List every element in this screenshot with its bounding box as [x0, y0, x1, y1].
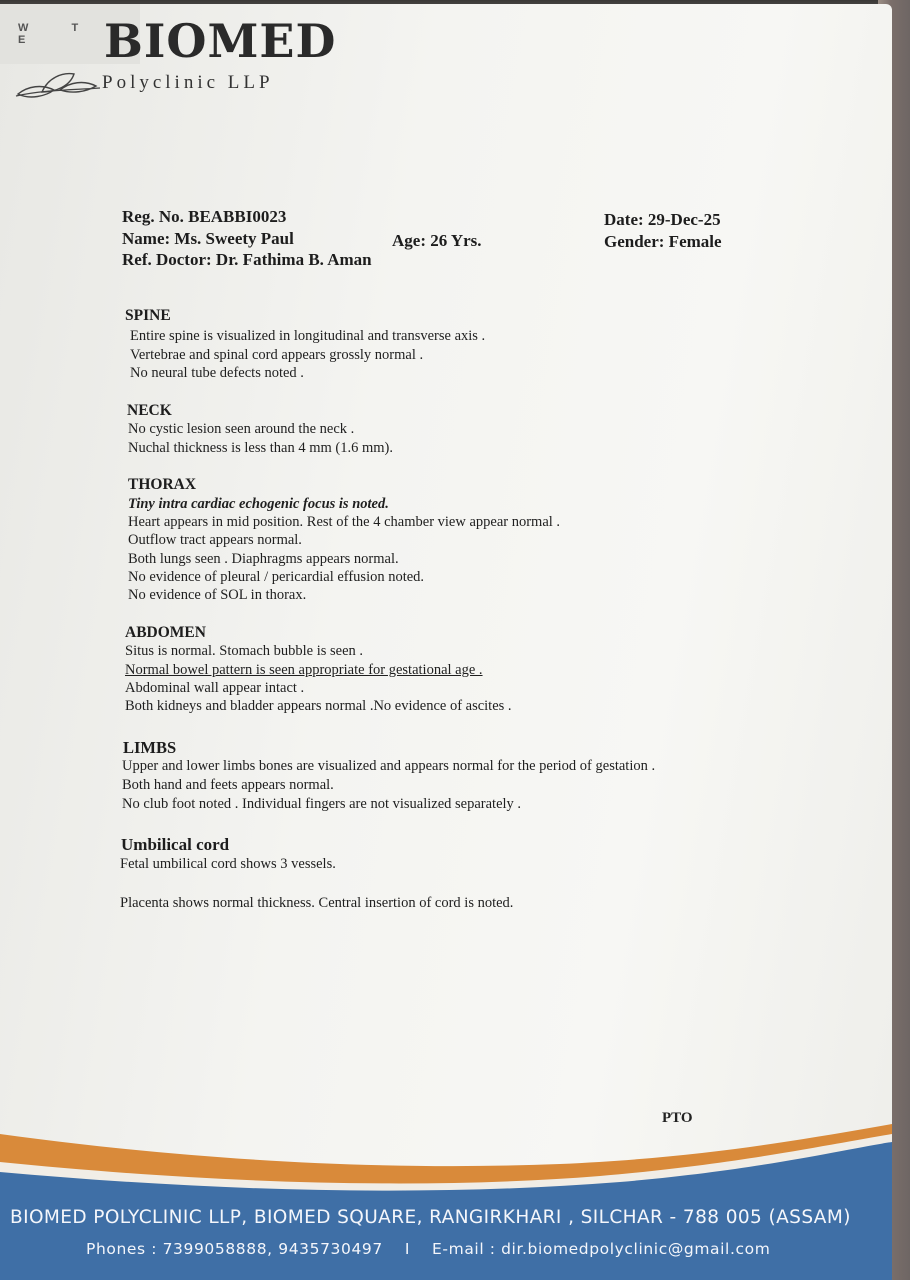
section-title-abdomen: ABDOMEN — [125, 624, 206, 641]
section-title-neck: NECK — [127, 402, 172, 419]
neck-line: Nuchal thickness is less than 4 mm (1.6 mm). — [128, 440, 393, 456]
umbilical-line: Fetal umbilical cord shows 3 vessels. — [120, 856, 336, 872]
abdomen-line-underlined: Normal bowel pattern is seen appropriate for gestational age . — [125, 662, 483, 678]
patient-age: Age: 26 Yrs. — [392, 231, 482, 250]
reg-number: Reg. No. BEABBI0023 — [122, 207, 287, 226]
footer-separator: I — [404, 1240, 411, 1258]
limbs-line: Both hand and feets appears normal. — [122, 777, 334, 793]
spine-line: Vertebrae and spinal cord appears grossly normal . — [130, 347, 424, 363]
spine-line: Entire spine is visualized in longitudinal and transverse axis . — [130, 328, 486, 344]
section-title-spine: SPINE — [125, 307, 171, 324]
leaf-logo-icon — [12, 60, 102, 104]
limbs-line: Upper and lower limbs bones are visualized and appears normal for the period of gestation . — [122, 758, 656, 774]
footer-address: BIOMED POLYCLINIC LLP, BIOMED SQUARE, RANGIRKHARI , SILCHAR - 788 005 (ASSAM) — [10, 1207, 851, 1228]
section-title-thorax: THORAX — [128, 476, 197, 493]
abdomen-line: Abdominal wall appear intact . — [125, 680, 305, 696]
pto-label: PTO — [662, 1110, 693, 1126]
report-date: Date: 29-Dec-25 — [604, 210, 721, 229]
patient-gender: Gender: Female — [604, 232, 722, 251]
clinic-subtitle: Polyclinic LLP — [102, 72, 274, 93]
thorax-finding-highlight: Tiny intra cardiac echogenic focus is noted. — [128, 496, 389, 512]
placenta-line: Placenta shows normal thickness. Central insertion of cord is noted. — [120, 895, 514, 911]
clinic-logo-text: BIOMED — [104, 14, 337, 68]
footer-phones: Phones : 7399058888, 9435730497 — [86, 1240, 383, 1258]
limbs-line: No club foot noted . Individual fingers are not visualized separately . — [122, 796, 522, 812]
spine-line: No neural tube defects noted . — [130, 365, 304, 381]
patient-name: Name: Ms. Sweety Paul — [122, 229, 294, 248]
abdomen-line: Situs is normal. Stomach bubble is seen . — [125, 643, 364, 659]
underlying-page-letters: W T E — [18, 22, 99, 46]
footer-contact — [86, 1240, 770, 1258]
section-title-limbs: LIMBS — [123, 738, 177, 757]
abdomen-line: Both kidneys and bladder appears normal .No evidence of ascites . — [125, 698, 512, 714]
thorax-line: Both lungs seen . Diaphragms appears normal. — [128, 551, 399, 567]
thorax-line: No evidence of pleural / pericardial effusion noted. — [128, 569, 425, 585]
thorax-line: Heart appears in mid position. Rest of the 4 chamber view appear normal . — [128, 514, 561, 530]
section-title-umbilical: Umbilical cord — [121, 835, 230, 854]
ref-doctor: Ref. Doctor: Dr. Fathima B. Aman — [122, 250, 372, 269]
thorax-line: No evidence of SOL in thorax. — [128, 587, 307, 603]
neck-line: No cystic lesion seen around the neck . — [128, 421, 355, 437]
footer-email: E-mail : dir.biomedpolyclinic@gmail.com — [432, 1240, 771, 1258]
report-page — [0, 4, 892, 1280]
thorax-line: Outflow tract appears normal. — [128, 532, 302, 548]
